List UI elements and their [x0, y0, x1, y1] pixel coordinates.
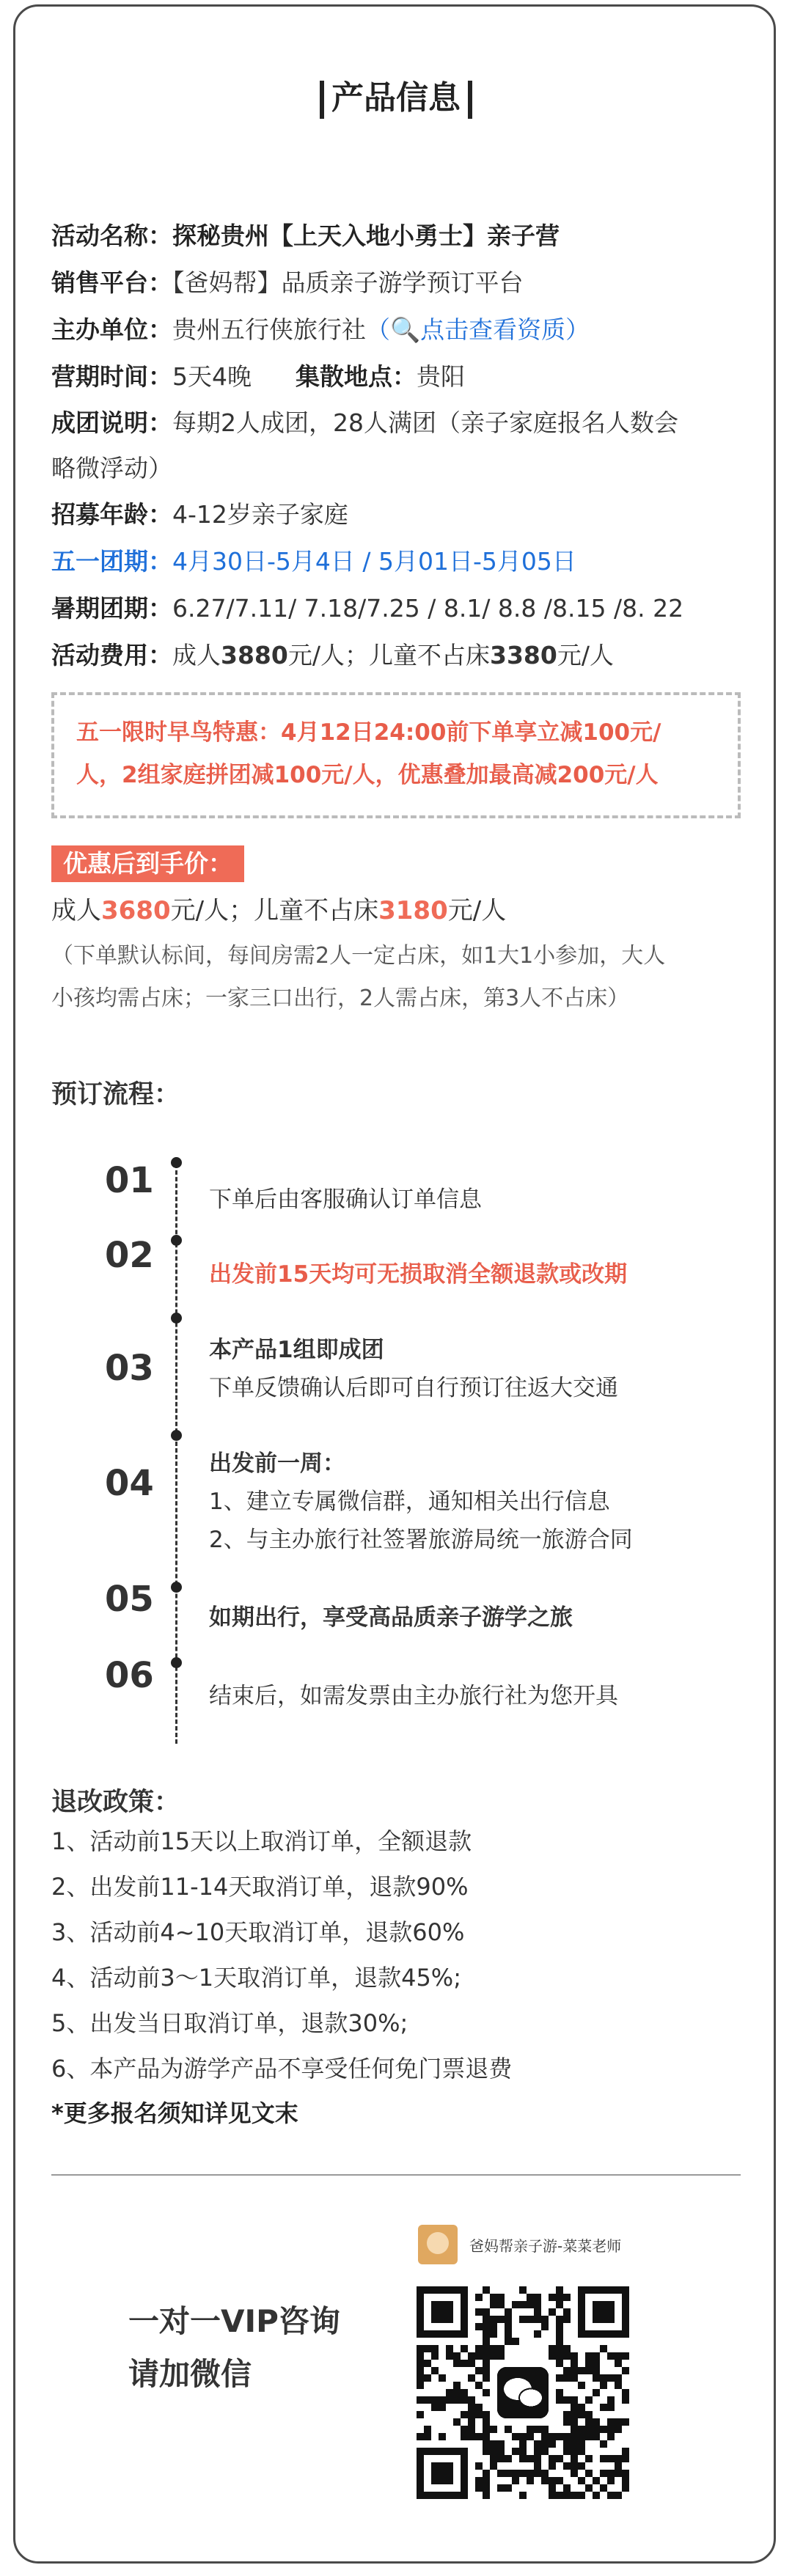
final-price-tag: 优惠后到手价：: [51, 845, 244, 882]
wechat-name: 爸妈帮亲子游-菜菜老师: [469, 2236, 622, 2255]
summer-row: 暑期团期：6.27/7.11/ 7.18/7.25 / 8.1/ 8.8 /8.15 /8. 22: [51, 594, 684, 623]
policy-item: 4、活动前3～1天取消订单，退款45%;: [51, 1964, 461, 1992]
organizer-row: 主办单位：贵州五行侠旅行社（🔍点击查看资质）: [51, 315, 590, 344]
group-row: 成团说明：每期2人成团，28人满团（亲子家庭报名人数会 略微浮动）: [51, 408, 678, 482]
policy-item: 3、活动前4~10天取消订单，退款60%: [51, 1918, 465, 1946]
page-title: 产品信息: [299, 75, 493, 122]
refund-policy: [51, 1819, 748, 2135]
policy-item: 6、本产品为游学产品不享受任何免门票退费: [51, 2055, 513, 2083]
timeline-dot: [171, 1657, 182, 1668]
fee-row: 活动费用：成人3880元/人；儿童不占床3380元/人: [51, 641, 614, 669]
policy-title: 退改政策：: [51, 1788, 180, 1817]
promo-line-1: 五一限时早鸟特惠：4月12日24:00前下单享立减100元/: [76, 719, 661, 746]
wechat-logo-icon: [497, 2367, 549, 2418]
qualification-link[interactable]: （🔍点击查看资质）: [366, 315, 590, 344]
platform-row: 销售平台：【爸妈帮】品质亲子游学预订平台: [51, 268, 524, 297]
timeline-dot: [171, 1157, 182, 1168]
promo-line-2: 人，2组家庭拼团减100元/人，优惠叠加最高减200元/人: [76, 762, 659, 788]
wechat-qr-code[interactable]: [417, 2286, 629, 2499]
title-section: [0, 75, 792, 122]
more-info-note: *更多报名须知详见文末: [51, 2099, 298, 2127]
step-text: 结束后，如需发票由主办旅行社为您开具: [209, 1683, 618, 1709]
timeline-dot: [171, 1582, 182, 1593]
timeline-dot: [171, 1313, 182, 1324]
step-text: 出发前一周： 1、建立专属微信群，通知相关出行信息 2、与主办旅行社签署旅游局统一旅游合同: [209, 1450, 633, 1553]
contact-text: 一对一VIP咨询 请加微信: [128, 2295, 340, 2401]
step-number: 02: [105, 1235, 154, 1276]
step-number: 04: [105, 1463, 154, 1504]
activity-row: 活动名称：探秘贵州【上天入地小勇士】亲子营: [51, 221, 560, 250]
promo-box: [51, 692, 741, 818]
step-number: 01: [105, 1160, 154, 1201]
avatar: [418, 2225, 458, 2264]
step-text: 如期出行，享受高品质亲子游学之旅: [209, 1604, 573, 1631]
policy-item: 1、活动前15天以上取消订单，全额退款: [51, 1827, 472, 1855]
title-bar-right: [468, 81, 472, 119]
timeline-dot: [171, 1235, 182, 1246]
policy-item: 2、出发前11-14天取消订单，退款90%: [51, 1873, 469, 1901]
timeline-dot: [171, 1430, 182, 1441]
mayday-row: 五一团期：4月30日-5月4日 / 5月01日-5月05日: [51, 547, 576, 576]
step-number: 03: [105, 1348, 154, 1389]
product-info: [51, 213, 748, 679]
step-number: 05: [105, 1579, 154, 1620]
step-text: 下单后由客服确认订单信息: [209, 1186, 482, 1213]
title-bar-left: [320, 81, 324, 119]
camp-row: 营期时间：5天4晚 集散地点：贵阳: [51, 362, 465, 391]
step-text: 出发前15天均可无损取消全额退款或改期: [209, 1261, 628, 1288]
room-note: （下单默认标间，每间房需2人一定占床，如1大1小参加，大人 小孩均需占床；一家三口出行，2人需占床，第3人不占床）: [51, 943, 666, 1011]
step-text: 本产品1组即成团 下单反馈确认后即可自行预订往返大交通: [209, 1337, 618, 1401]
final-price: 成人3680元/人；儿童不占床3180元/人: [51, 896, 507, 925]
divider: [51, 2174, 741, 2176]
step-number: 06: [105, 1655, 154, 1696]
policy-item: 5、出发当日取消订单，退款30%;: [51, 2009, 408, 2037]
process-title: 预订流程：: [51, 1080, 180, 1109]
wechat-header: [418, 2225, 621, 2264]
age-row: 招募年龄：4-12岁亲子家庭: [51, 500, 348, 529]
